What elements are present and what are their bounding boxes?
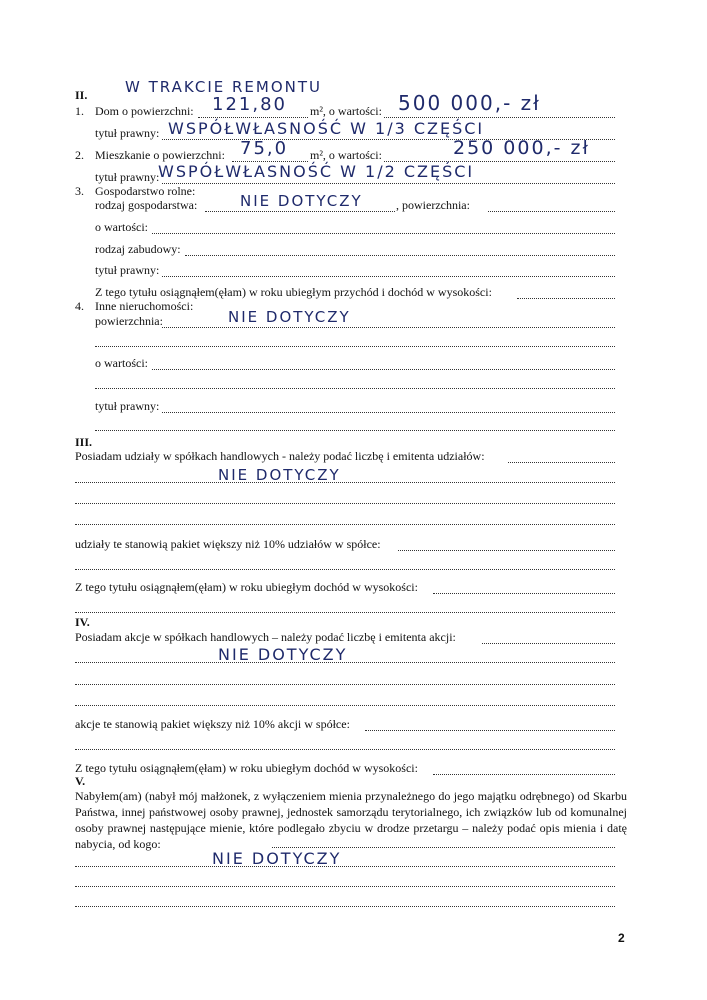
- farm-value-label: o wartości:: [95, 220, 148, 234]
- section-5-heading: V.: [75, 774, 86, 788]
- apartment-title-label: tytuł prawny:: [95, 170, 160, 184]
- section-4-heading: IV.: [75, 615, 90, 629]
- stocks-dots-4: [75, 705, 615, 706]
- farm-area-dots: [488, 211, 615, 212]
- stocks-package-dots-2: [75, 749, 615, 750]
- other-area-value: NIE DOTYCZY: [228, 308, 351, 326]
- apartment-area-label: Mieszkanie o powierzchni:: [95, 148, 225, 162]
- other-value-dots-2: [95, 388, 615, 389]
- other-value-dots: [152, 369, 615, 370]
- stocks-package-dots: [365, 730, 615, 731]
- other-area-dots-2: [95, 346, 615, 347]
- house-title-label: tytuł prawny:: [95, 126, 160, 140]
- apartment-area-value: 75,0: [240, 138, 289, 159]
- shares-dots-2: [75, 482, 615, 483]
- farm-type-label: rodzaj gospodarstwa:: [95, 198, 198, 212]
- apartment-value-label: m², o wartości:: [310, 148, 382, 162]
- farm-building-dots: [185, 255, 615, 256]
- stocks-income-dots: [433, 774, 615, 775]
- shares-package-label: udziały te stanowią pakiet większy niż 10% udziałów w spółce:: [75, 537, 381, 551]
- farm-title-dots: [162, 276, 615, 277]
- item-2-number: 2.: [75, 148, 84, 162]
- stocks-dots-2: [75, 662, 615, 663]
- farm-building-label: rodzaj zabudowy:: [95, 242, 181, 256]
- stocks-income-label: Z tego tytułu osiągnąłem(ęłam) w roku ubiegłym dochód w wysokości:: [75, 761, 418, 775]
- page-number: 2: [618, 931, 625, 945]
- house-area-value: 121,80: [212, 94, 287, 115]
- acquired-property-text: Nabyłem(am) (nabył mój małżonek, z wyłączeniem mienia przynależnego do jego majątku odrębnego) od Skarbu Państwa, innej państwowej osoby prawnej, jednostek samorządu terytorialnego, ich związków lub od komunalnej osoby prawnej następujące mienie, które podlegało zbyciu w drodze przetargu – należy podać opis mienia i datę nabycia, od kogo:: [75, 789, 627, 851]
- shares-dots-4: [75, 524, 615, 525]
- section-3-heading: III.: [75, 435, 93, 449]
- shares-dots-3: [75, 503, 615, 504]
- shares-income-dots: [433, 593, 615, 594]
- farm-label: Gospodarstwo rolne:: [95, 184, 196, 198]
- shares-income-dots-2: [75, 612, 615, 613]
- item-3-number: 3.: [75, 184, 84, 198]
- shares-package-dots-2: [75, 569, 615, 570]
- stocks-value: NIE DOTYCZY: [218, 645, 348, 664]
- acquired-dots-2: [75, 866, 615, 867]
- acquired-dots: [272, 847, 615, 848]
- farm-area-label: , powierzchnia:: [396, 198, 470, 212]
- stocks-package-label: akcje te stanowią pakiet większy niż 10% akcji w spółce:: [75, 717, 350, 731]
- house-area-dots: [198, 117, 308, 118]
- farm-income-label: Z tego tytułu osiągnąłem(ęłam) w roku ubiegłym przychód i dochód w wysokości:: [95, 285, 492, 299]
- handwritten-renovation-note: W TRAKCIE REMONTU: [125, 78, 323, 96]
- farm-type-value: NIE DOTYCZY: [240, 192, 363, 210]
- other-value-label: o wartości:: [95, 356, 148, 370]
- shares-label: Posiadam udziały w spółkach handlowych - należy podać liczbę i emitenta udziałów:: [75, 449, 485, 463]
- acquired-dots-4: [75, 906, 615, 907]
- item-1-number: 1.: [75, 104, 84, 118]
- stocks-dots: [482, 643, 615, 644]
- acquired-dots-3: [75, 886, 615, 887]
- other-area-label: powierzchnia:: [95, 314, 163, 328]
- section-2-heading: II.: [75, 88, 88, 102]
- shares-value: NIE DOTYCZY: [218, 466, 341, 484]
- stocks-label: Posiadam akcje w spółkach handlowych – należy podać liczbę i emitenta akcji:: [75, 630, 456, 644]
- farm-value-dots: [152, 233, 615, 234]
- house-value: 500 000,- zł: [398, 91, 541, 115]
- apartment-title-dots: [162, 183, 615, 184]
- shares-package-dots: [398, 550, 615, 551]
- other-title-dots: [162, 412, 615, 413]
- item-4-number: 4.: [75, 299, 84, 313]
- shares-income-label: Z tego tytułu osiągnąłem(ęłam) w roku ubiegłym dochód w wysokości:: [75, 580, 418, 594]
- other-property-label: Inne nieruchomości:: [95, 299, 194, 313]
- shares-dots: [508, 462, 615, 463]
- other-title-dots-2: [95, 430, 615, 431]
- house-area-label: Dom o powierzchni:: [95, 104, 194, 118]
- house-title-value: WSPÓŁWŁASNOŚĆ W 1/3 CZĘŚCI: [168, 119, 485, 138]
- farm-type-dots: [205, 211, 395, 212]
- acquired-value: NIE DOTYCZY: [212, 849, 342, 868]
- stocks-dots-3: [75, 684, 615, 685]
- other-area-dots: [162, 327, 615, 328]
- farm-income-dots: [517, 298, 615, 299]
- farm-title-label: tytuł prawny:: [95, 263, 160, 277]
- house-value-dots: [384, 117, 615, 118]
- apartment-title-value: WSPÓŁWŁASNOŚĆ W 1/2 CZĘŚCI: [158, 162, 475, 181]
- apartment-value: 250 000,- zł: [453, 137, 590, 159]
- house-value-label: m², o wartości:: [310, 104, 382, 118]
- other-title-label: tytuł prawny:: [95, 399, 160, 413]
